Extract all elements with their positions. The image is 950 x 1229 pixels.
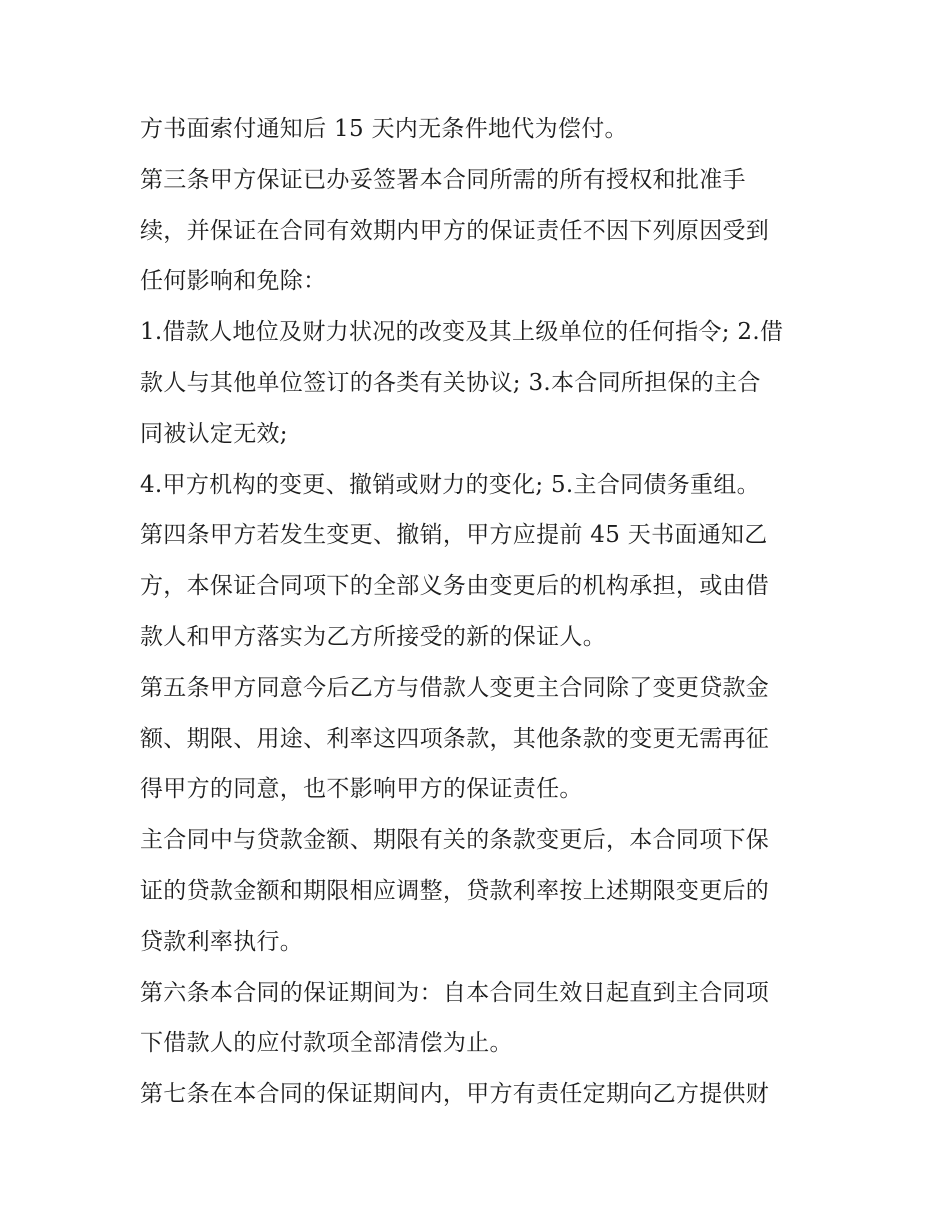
paragraph-article-4: 第四条甲方若发生变更、撤销，甲方应提前 45 天书面通知乙 方，本保证合同项下的全部义务由变更后的机构承担，或由借 款人和甲方落实为乙方所接受的新的保证人。 <box>140 522 770 650</box>
document-body <box>140 104 820 1120</box>
paragraph-article-5-adjustment: 主合同中与贷款金额、期限有关的条款变更后，本合同项下保 证的贷款金额和期限相应调整，贷款利率按上述期限变更后的 贷款利率执行。 <box>140 827 770 955</box>
paragraph-article-3: 第三条甲方保证已办妥签署本合同所需的所有授权和批准手 续，并保证在合同有效期内甲方的保证责任不因下列原因受到 任何影响和免除： <box>140 166 770 295</box>
paragraph-article-6: 第六条本合同的保证期间为：自本合同生效日起直到主合同项 下借款人的应付款项全部清偿为止。 <box>140 979 770 1057</box>
paragraph-article-3-items-4-5: 4.甲方机构的变更、撤销或财力的变化; 5.主合同债务重组。 <box>140 471 760 498</box>
paragraph-article-7: 第七条在本合同的保证期间内，甲方有责任定期向乙方提供财 <box>140 1081 770 1108</box>
paragraph-article-3-items-1-3: 1.借款人地位及财力状况的改变及其上级单位的任何指令; 2.借 款人与其他单位签订的各类有关协议; 3.本合同所担保的主合 同被认定无效; <box>140 319 784 447</box>
paragraph-payment-notice: 方书面索付通知后 15 天内无条件地代为偿付。 <box>140 116 628 142</box>
paragraph-article-5: 第五条甲方同意今后乙方与借款人变更主合同除了变更贷款金 额、期限、用途、利率这四项条款，其他条款的变更无需再征 得甲方的同意，也不影响甲方的保证责任。 <box>140 674 770 803</box>
